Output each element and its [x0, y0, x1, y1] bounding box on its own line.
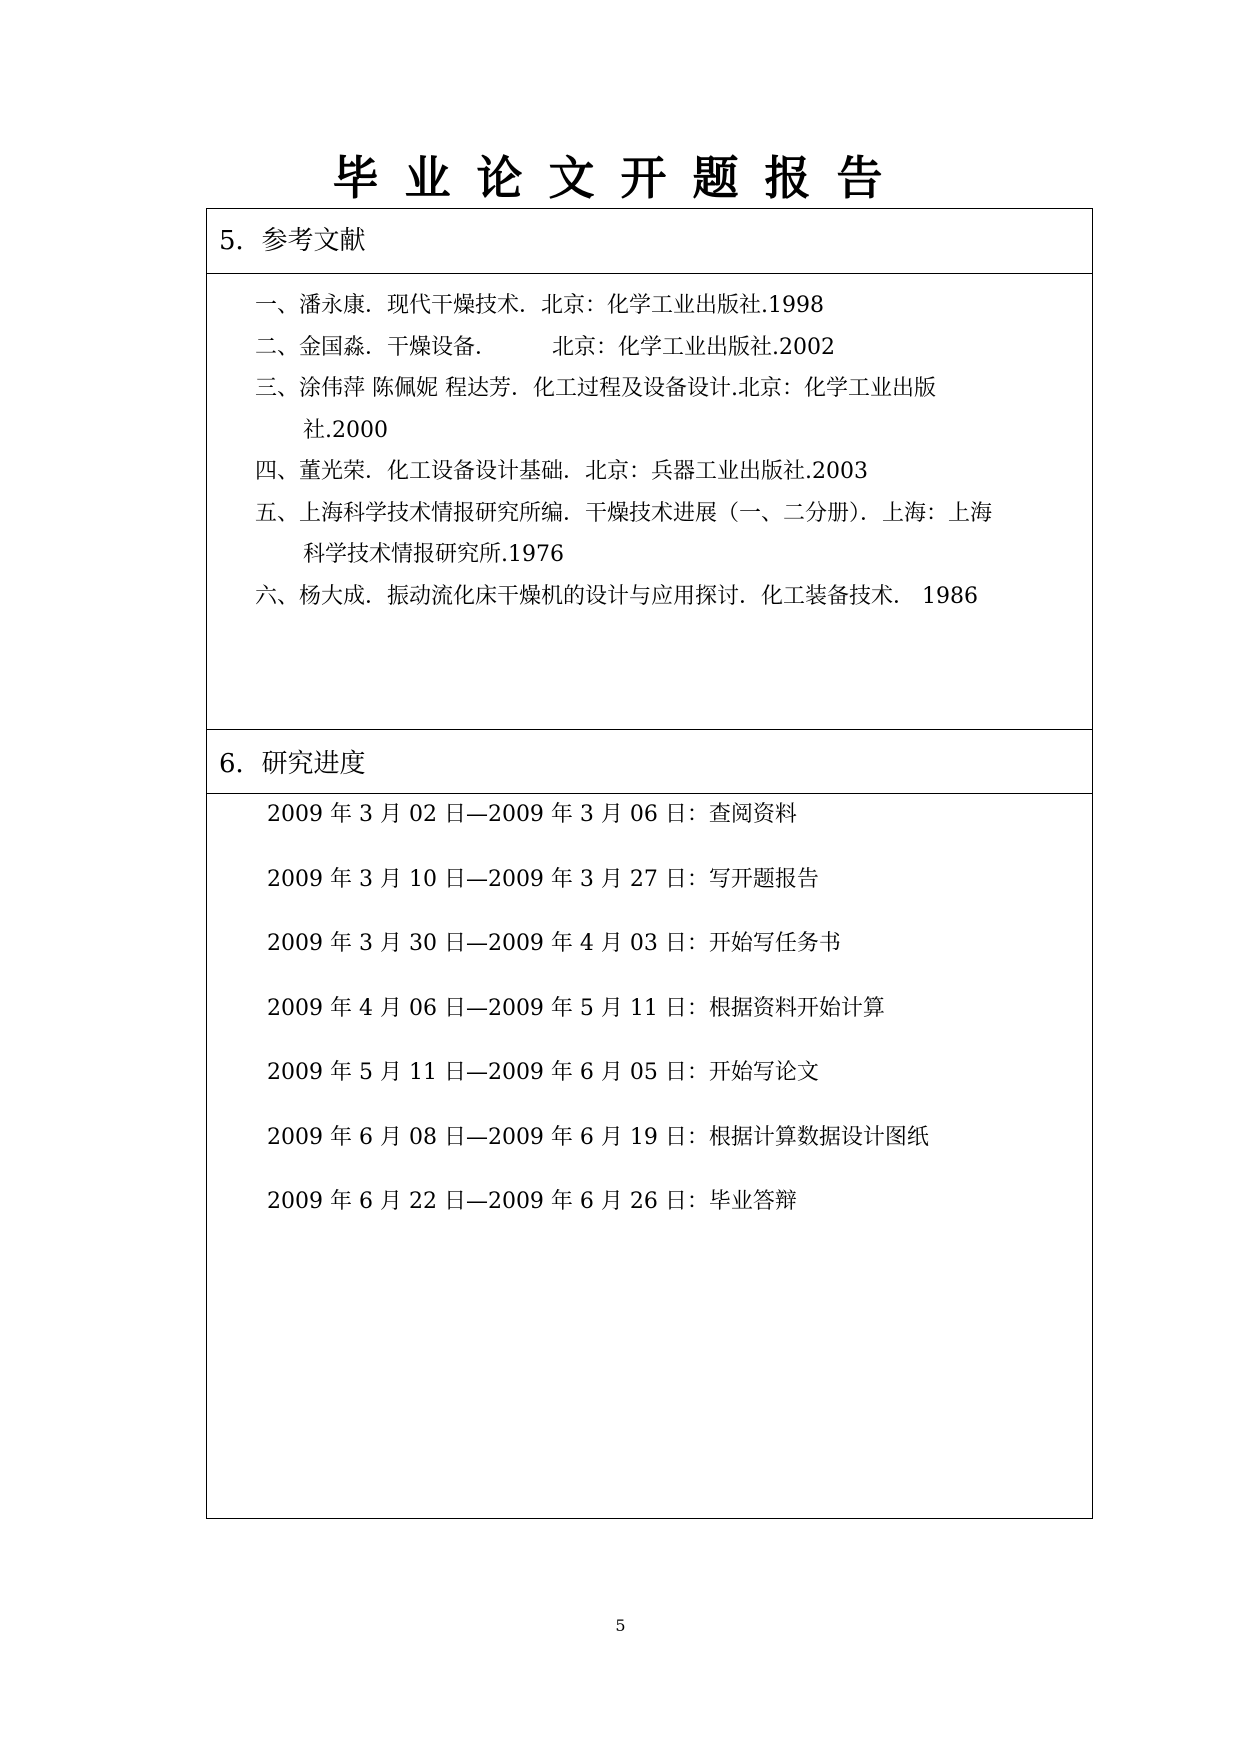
page-title: 毕业论文开题报告 — [332, 151, 909, 205]
progress-heading: 6．研究进度 — [219, 749, 366, 779]
schedule-item: 2009 年 6 月 22 日—2009 年 6 月 26 日：毕业答辩 — [267, 1189, 797, 1214]
divider — [207, 793, 1092, 794]
report-table — [206, 208, 1093, 1519]
reference-item: 五、上海科学技术情报研究所编．干燥技术进展（一、二分册）．上海：上海 科学技术情报研究所.1976 — [255, 500, 993, 567]
reference-item: 二、金国淼．干燥设备． 北京：化学工业出版社.2002 — [255, 334, 835, 360]
schedule-item: 2009 年 3 月 30 日—2009 年 4 月 03 日：开始写任务书 — [267, 931, 841, 956]
schedule-item: 2009 年 6 月 08 日—2009 年 6 月 19 日：根据计算数据设计图纸 — [267, 1124, 929, 1150]
references-heading: 5．参考文献 — [219, 226, 366, 256]
divider — [207, 273, 1092, 274]
schedule-list — [267, 797, 1067, 1249]
reference-item: 一、潘永康．现代干燥技术．北京：化学工业出版社.1998 — [255, 293, 824, 318]
references-list — [255, 285, 1085, 617]
schedule-item: 2009 年 4 月 06 日—2009 年 5 月 11 日：根据资料开始计算 — [267, 995, 885, 1021]
divider — [207, 729, 1092, 730]
schedule-item: 2009 年 5 月 11 日—2009 年 6 月 05 日：开始写论文 — [267, 1060, 819, 1085]
reference-item: 六、杨大成．振动流化床干燥机的设计与应用探讨．化工装备技术． 1986 — [255, 583, 978, 609]
reference-item: 四、董光荣．化工设备设计基础．北京：兵器工业出版社.2003 — [255, 459, 868, 484]
schedule-item: 2009 年 3 月 10 日—2009 年 3 月 27 日：写开题报告 — [267, 866, 819, 892]
page-number: 5 — [615, 1616, 626, 1635]
reference-item: 三、涂伟萍 陈佩妮 程达芳．化工过程及设备设计.北京：化学工业出版 社.2000 — [255, 376, 936, 443]
schedule-item: 2009 年 3 月 02 日—2009 年 3 月 06 日：查阅资料 — [267, 802, 797, 827]
